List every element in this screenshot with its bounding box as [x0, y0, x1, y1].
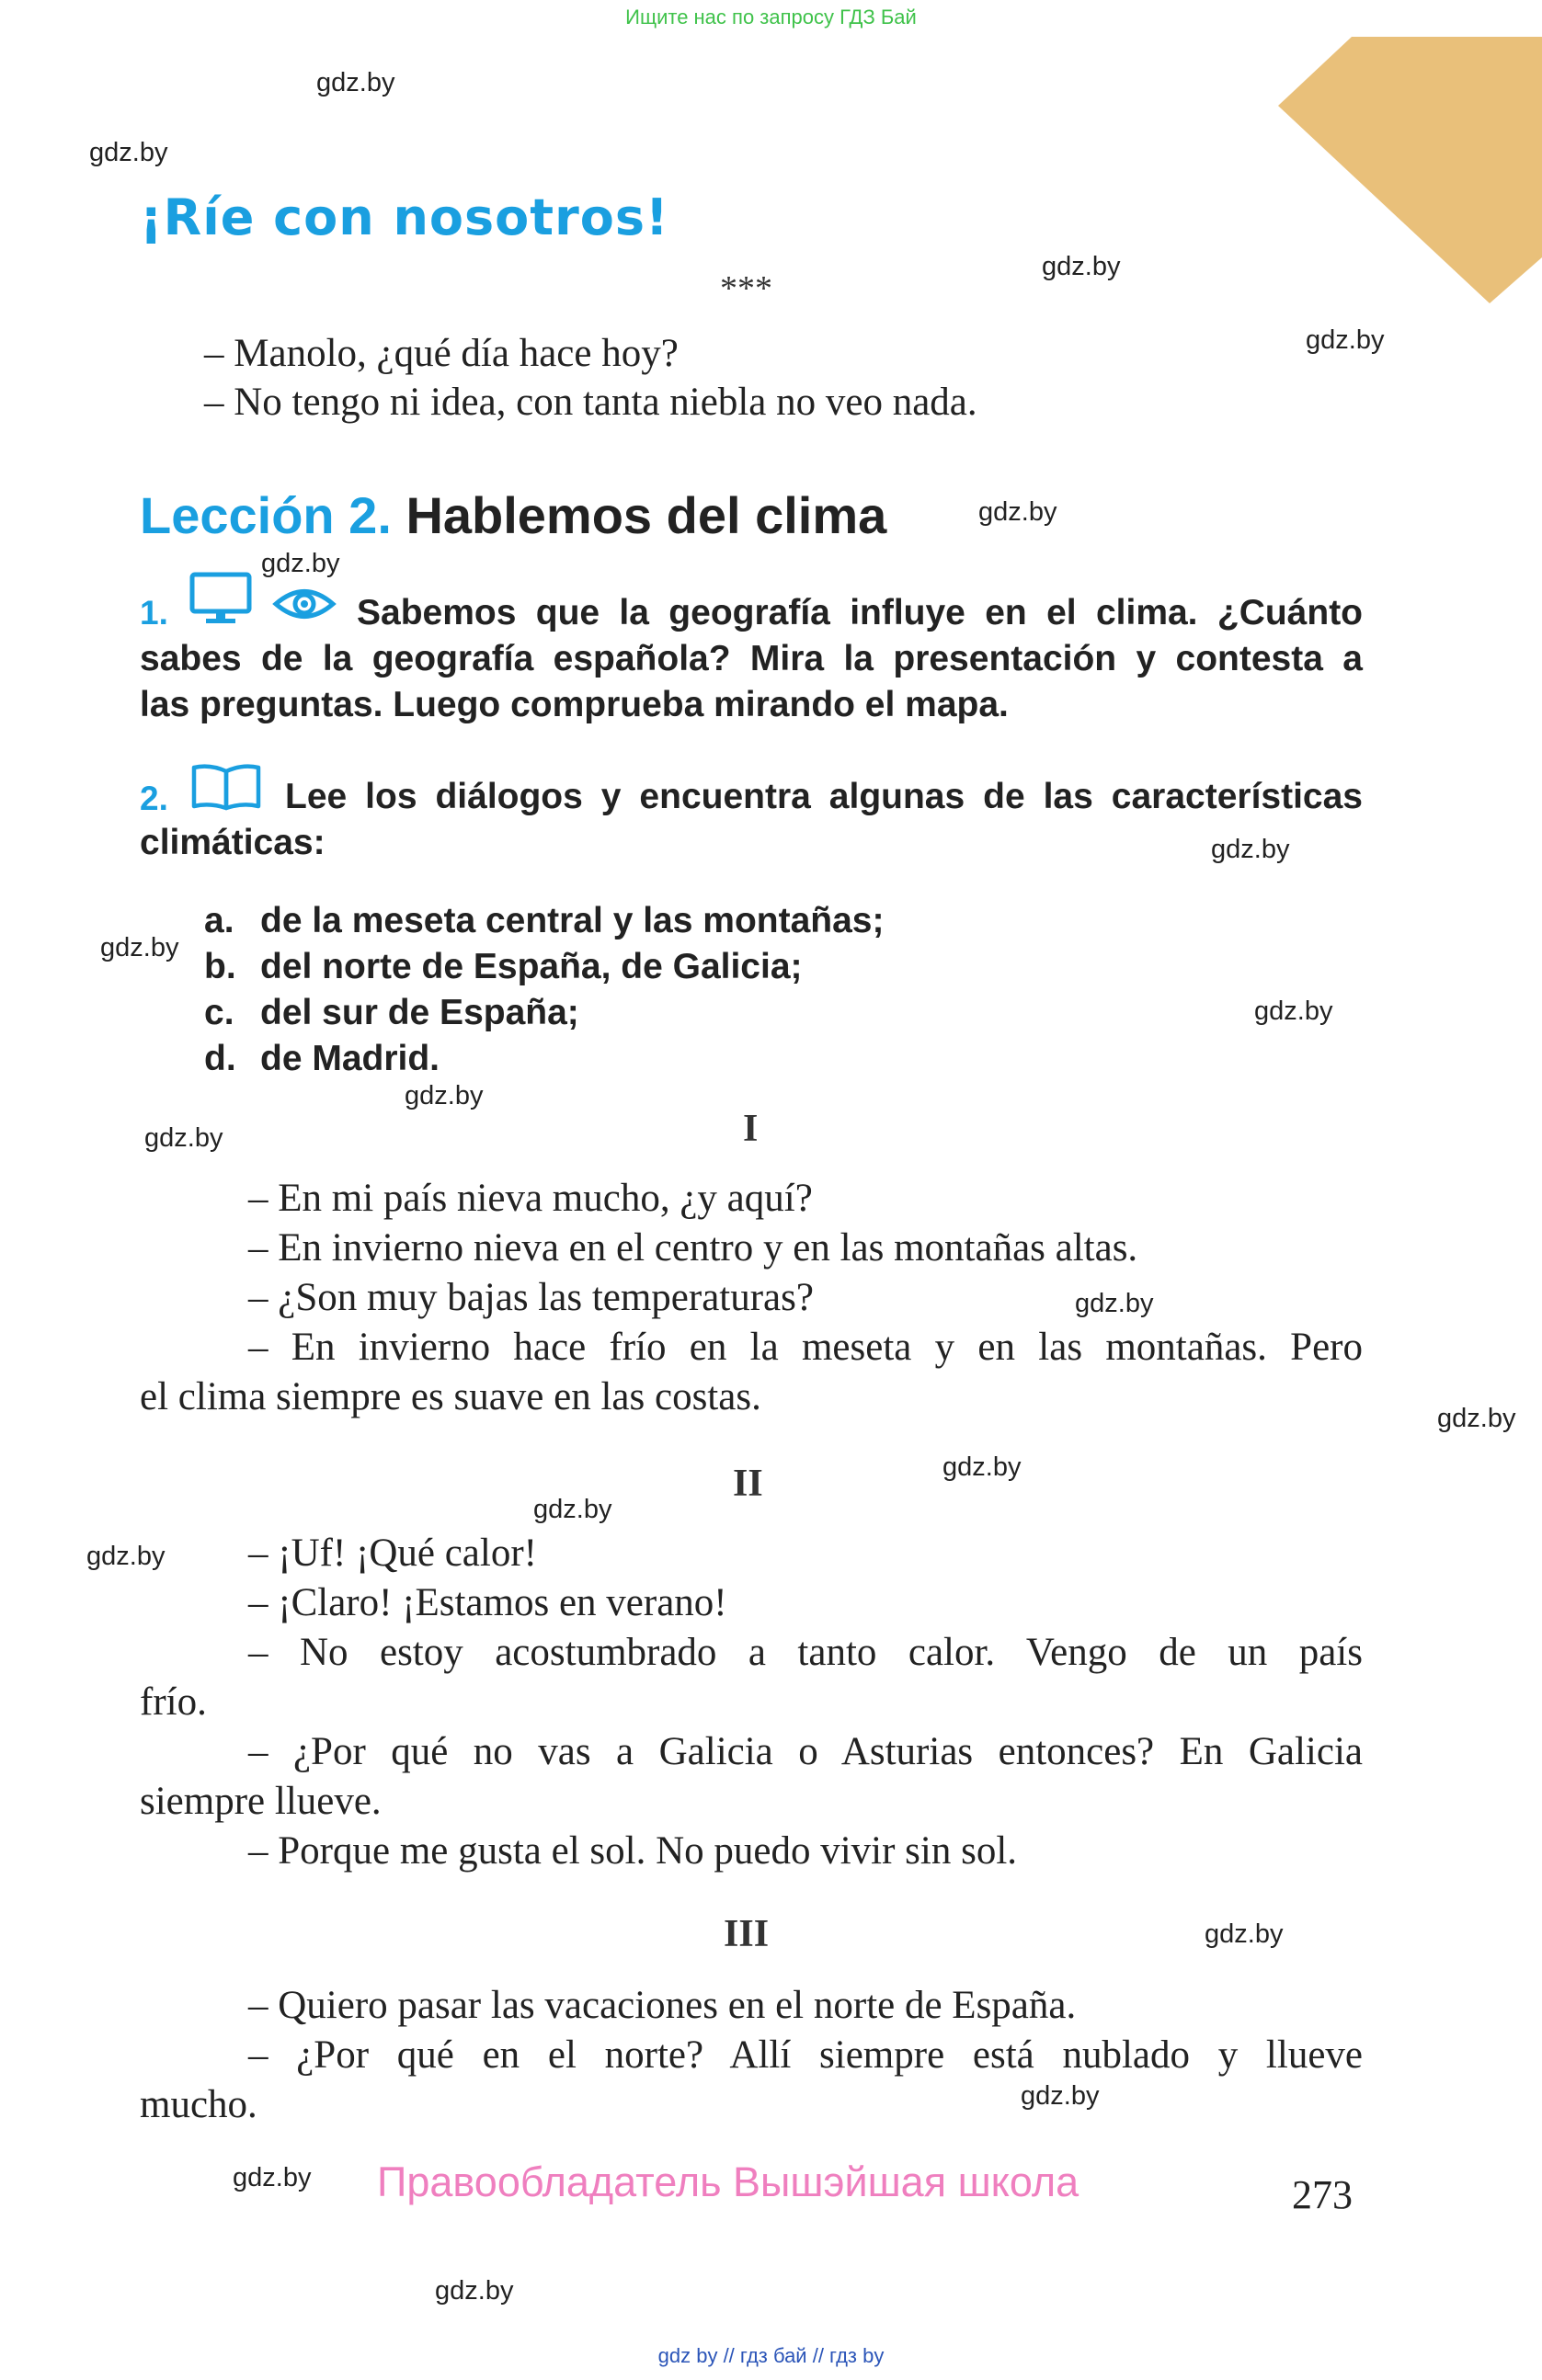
dialogue-line: el clima siempre es suave en las costas.	[140, 1375, 761, 1418]
watermark: gdz.by	[316, 68, 395, 97]
corner-decoration	[1278, 37, 1542, 303]
joke-line: – No tengo ni idea, con tanta niebla no veo nada.	[204, 381, 977, 424]
top-search-hint: Ищите нас по запросу ГДЗ Бай	[625, 6, 917, 28]
dialogue-line: – En invierno hace frío en la meseta y en las montañas. Pero	[248, 1326, 1363, 1369]
exercise-2-text	[140, 774, 1363, 866]
watermark: gdz.by	[1205, 1919, 1284, 1949]
dialogue-line: – ¿Por qué no vas a Galicia o Asturias entonces? En Galicia	[248, 1730, 1363, 1773]
watermark: gdz.by	[405, 1081, 484, 1110]
exercise-1-line: sabes de la geografía española? Mira la presentación y contesta a	[140, 639, 1363, 678]
dialogue-line: – ¿Por qué en el norte? Allí siempre está nublado y llueve	[248, 2033, 1363, 2077]
exercise-2-number: 2.	[140, 780, 168, 817]
watermark: gdz.by	[1075, 1289, 1154, 1318]
dialogue-line: – En mi país nieva mucho, ¿y aquí?	[248, 1177, 813, 1220]
watermark: gdz.by	[1042, 252, 1121, 281]
joke-separator: ***	[720, 269, 772, 308]
copyright-notice: Правообладатель Вышэйшая школа	[377, 2158, 1079, 2205]
dialogue-heading-3: III	[724, 1913, 770, 1955]
watermark: gdz.by	[1306, 325, 1385, 355]
joke-line: – Manolo, ¿qué día hace hoy?	[204, 332, 679, 375]
dialogue-line: frío.	[140, 1680, 207, 1724]
exercise-1-line: Sabemos que la geografía influye en el clima. ¿Cuánto	[357, 593, 1363, 632]
watermark: gdz.by	[89, 138, 168, 167]
exercise-1-text	[140, 590, 1363, 728]
footer-links[interactable]: gdz by // гдз бай // гдз by	[657, 2344, 885, 2367]
watermark: gdz.by	[86, 1542, 166, 1571]
watermark: gdz.by	[978, 497, 1057, 527]
dialogue-line: – No estoy acostumbrado a tanto calor. Vengo de un país	[248, 1631, 1363, 1674]
option-letter: c.	[204, 993, 234, 1032]
dialogue-heading-1: I	[743, 1108, 759, 1150]
dialogue-line: mucho.	[140, 2083, 257, 2126]
watermark: gdz.by	[1021, 2081, 1100, 2111]
exercise-1-number: 1.	[140, 594, 168, 632]
option-text: del sur de España;	[260, 993, 579, 1032]
exercise-1-line: las preguntas. Luego comprueba mirando el mapa.	[140, 685, 1009, 724]
watermark: gdz.by	[1437, 1404, 1516, 1433]
dialogue-line: siempre llueve.	[140, 1780, 382, 1823]
option-text: de la meseta central y las montañas;	[260, 901, 885, 940]
watermark: gdz.by	[1254, 996, 1333, 1026]
option-letter: a.	[204, 901, 234, 940]
exercise-2-line: Lee los diálogos y encuentra algunas de las características	[285, 777, 1363, 816]
exercise-2-line: climáticas:	[140, 823, 326, 862]
dialogue-2	[140, 1529, 1363, 1876]
dialogue-line: – ¿Son muy bajas las temperaturas?	[248, 1276, 814, 1319]
watermark: gdz.by	[233, 2163, 312, 2192]
watermark: gdz.by	[100, 933, 179, 962]
option-text: de Madrid.	[260, 1039, 440, 1078]
watermark: gdz.by	[942, 1452, 1022, 1482]
watermark: gdz.by	[533, 1495, 612, 1524]
dialogue-heading-2: II	[733, 1463, 763, 1505]
watermark: gdz.by	[1211, 835, 1290, 864]
exercise-2-option	[204, 993, 579, 1033]
watermark: gdz.by	[435, 2276, 514, 2306]
exercise-2-option	[204, 1039, 440, 1079]
lesson-name: Hablemos del clima	[405, 486, 887, 544]
option-letter: d.	[204, 1039, 236, 1078]
option-letter: b.	[204, 947, 236, 986]
option-text: del norte de España, de Galicia;	[260, 947, 803, 986]
watermark: gdz.by	[144, 1123, 223, 1153]
joke-title: ¡Ríe con nosotros!	[140, 188, 669, 246]
exercise-2-option	[204, 947, 803, 987]
dialogue-3	[140, 1981, 1363, 2130]
dialogue-line: – ¡Uf! ¡Qué calor!	[248, 1532, 537, 1575]
dialogue-1	[140, 1174, 1363, 1422]
dialogue-line: – Porque me gusta el sol. No puedo vivir sin sol.	[248, 1829, 1018, 1873]
dialogue-line: – En invierno nieva en el centro y en las montañas altas.	[248, 1226, 1138, 1270]
dialogue-line: – Quiero pasar las vacaciones en el norte de España.	[248, 1984, 1077, 2027]
lesson-heading	[140, 485, 886, 545]
exercise-2-option	[204, 901, 885, 941]
dialogue-line: – ¡Claro! ¡Estamos en verano!	[248, 1581, 727, 1624]
page-number: 273	[1292, 2172, 1353, 2217]
watermark: gdz.by	[261, 549, 340, 578]
lesson-number: Lección 2.	[140, 486, 392, 544]
